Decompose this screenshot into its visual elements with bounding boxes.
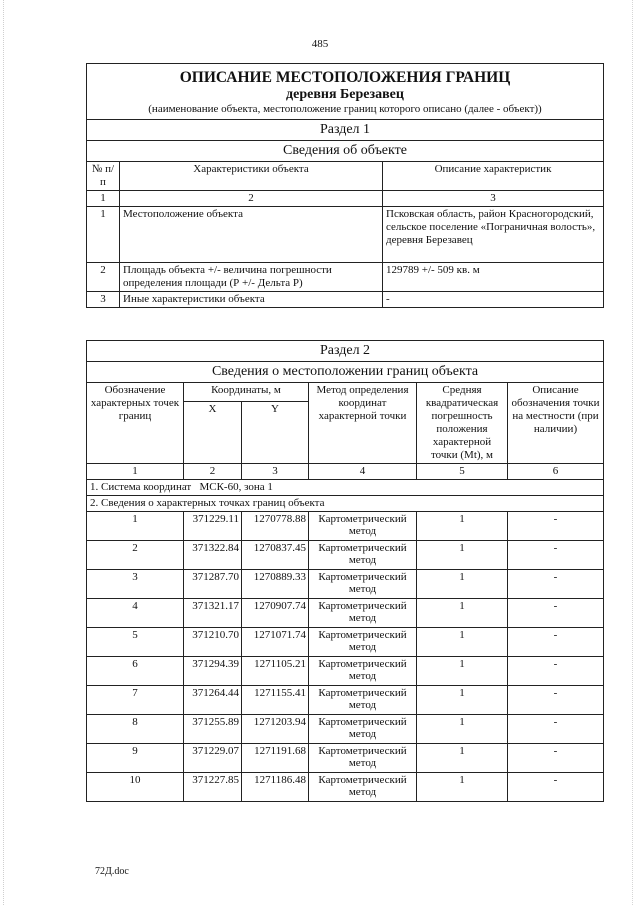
characteristic-name: Иные характеристики объекта [120,292,383,308]
point-method: Картометрический метод [309,512,417,541]
point-x: 371321.17 [184,599,242,628]
point-id: 5 [87,628,184,657]
characteristic-value: Псковская область, район Красногородский, сельское поселение «Пограничная волость», деревня Березавец [383,207,604,263]
point-method: Картометрический метод [309,599,417,628]
point-id: 10 [87,773,184,802]
point-method: Картометрический метод [309,715,417,744]
col-number: 6 [508,464,604,480]
section1-heading: Сведения об объекте [87,141,604,162]
point-y: 1270778.88 [242,512,309,541]
point-id: 2 [87,541,184,570]
footer-filename: 72Д.doc [95,866,129,877]
point-method: Картометрический метод [309,541,417,570]
point-description: - [508,599,604,628]
points-heading: 2. Сведения о характерных точках границ объекта [87,496,604,512]
table-row [87,512,604,541]
point-error: 1 [417,744,508,773]
col-number: 5 [417,464,508,480]
point-error: 1 [417,773,508,802]
point-id: 3 [87,570,184,599]
point-description: - [508,773,604,802]
point-x: 371294.39 [184,657,242,686]
point-error: 1 [417,715,508,744]
col-number: 1 [87,191,120,207]
point-id: 8 [87,715,184,744]
point-y: 1270889.33 [242,570,309,599]
point-method: Картометрический метод [309,773,417,802]
point-error: 1 [417,657,508,686]
characteristic-name: Площадь объекта +/- величина погрешности определения площади (Р +/- Дельта Р) [120,263,383,292]
characteristic-name: Местоположение объекта [120,207,383,263]
row-number: 3 [87,292,120,308]
point-y: 1271203.94 [242,715,309,744]
point-x: 371229.11 [184,512,242,541]
point-description: - [508,570,604,599]
point-description: - [508,541,604,570]
table-row [87,599,604,628]
col-header-coords: Координаты, м [184,383,309,402]
object-name: деревня Березавец [286,87,404,102]
col-header-method: Метод определения координат характерной точки [309,383,417,464]
document-header [87,64,604,120]
table-row [87,541,604,570]
table-row [87,570,604,599]
table-row [87,657,604,686]
point-id: 9 [87,744,184,773]
table-row [87,263,604,292]
point-y: 1270907.74 [242,599,309,628]
section1-label: Раздел 1 [87,120,604,141]
col-number: 4 [309,464,417,480]
characteristic-value: - [383,292,604,308]
col-header-x: X [184,402,242,464]
point-method: Картометрический метод [309,657,417,686]
document-title: ОПИСАНИЕ МЕСТОПОЛОЖЕНИЯ ГРАНИЦ [179,69,511,86]
point-error: 1 [417,541,508,570]
col-number: 3 [383,191,604,207]
point-description: - [508,628,604,657]
table-row [87,292,604,308]
coordinate-system: 1. Система координат МСК-60, зона 1 [87,480,604,496]
table-row [87,773,604,802]
point-description: - [508,686,604,715]
object-info-table [86,63,604,308]
col-header-description: Описание характеристик [383,162,604,191]
point-y: 1271105.21 [242,657,309,686]
point-method: Картометрический метод [309,628,417,657]
scan-edge-right [632,0,635,905]
point-y: 1271191.68 [242,744,309,773]
col-number: 2 [184,464,242,480]
point-x: 371264.44 [184,686,242,715]
col-header-y: Y [242,402,309,464]
section2-label: Раздел 2 [87,341,604,362]
point-y: 1271186.48 [242,773,309,802]
point-y: 1270837.45 [242,541,309,570]
point-error: 1 [417,570,508,599]
point-x: 371210.70 [184,628,242,657]
row-number: 2 [87,263,120,292]
point-method: Картометрический метод [309,744,417,773]
col-header-point-description: Описание обозначения точки на местности (при наличии) [508,383,604,464]
col-number: 3 [242,464,309,480]
point-error: 1 [417,628,508,657]
point-error: 1 [417,599,508,628]
point-x: 371229.07 [184,744,242,773]
point-description: - [508,657,604,686]
scan-edge-left [3,0,6,905]
col-header-characteristic: Характеристики объекта [120,162,383,191]
table-row [87,628,604,657]
point-error: 1 [417,512,508,541]
boundary-points-table [86,340,604,802]
point-error: 1 [417,686,508,715]
point-y: 1271071.74 [242,628,309,657]
col-header-point: Обозначение характерных точек границ [87,383,184,464]
table-row [87,715,604,744]
point-id: 1 [87,512,184,541]
point-description: - [508,512,604,541]
point-x: 371227.85 [184,773,242,802]
point-id: 7 [87,686,184,715]
table-row [87,744,604,773]
table-row [87,207,604,263]
point-id: 6 [87,657,184,686]
col-header-error: Средняя квадратическая погрешность положения характерной точки (Mt), м [417,383,508,464]
point-description: - [508,744,604,773]
point-x: 371255.89 [184,715,242,744]
col-number: 2 [120,191,383,207]
section2-heading: Сведения о местоположении границ объекта [87,362,604,383]
point-x: 371287.70 [184,570,242,599]
point-method: Картометрический метод [309,686,417,715]
characteristic-value: 129789 +/- 509 кв. м [383,263,604,292]
page-number: 485 [311,38,329,50]
col-header-number: № п/п [87,162,120,191]
point-description: - [508,715,604,744]
point-x: 371322.84 [184,541,242,570]
point-method: Картометрический метод [309,570,417,599]
row-number: 1 [87,207,120,263]
object-note: (наименование объекта, местоположение границ которого описано (далее - объект)) [148,103,542,115]
point-id: 4 [87,599,184,628]
point-y: 1271155.41 [242,686,309,715]
table-row [87,686,604,715]
col-number: 1 [87,464,184,480]
